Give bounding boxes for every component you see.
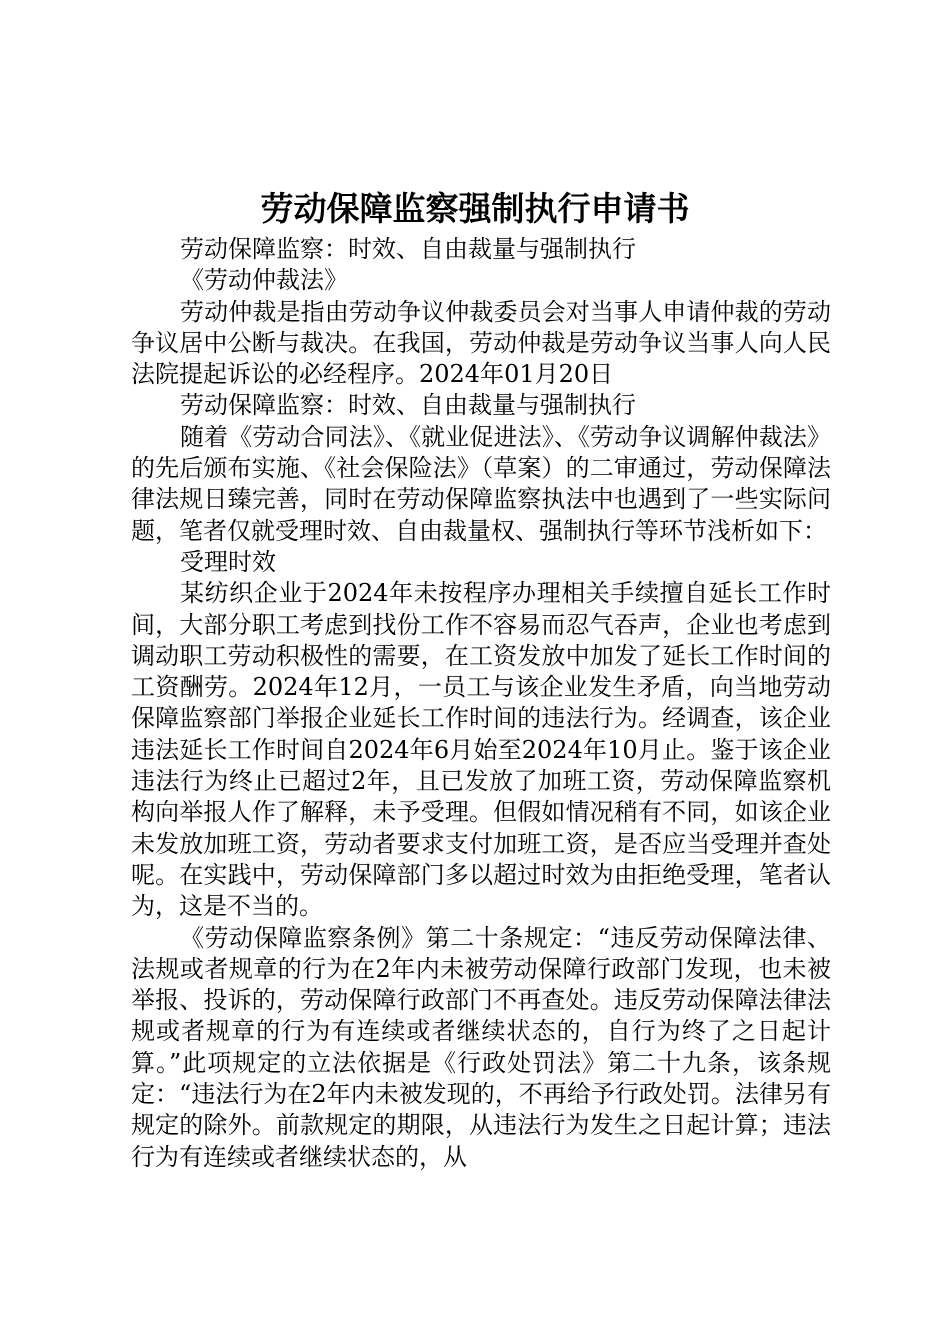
document-title: 劳动保障监察强制执行申请书: [260, 189, 690, 228]
body-paragraph: 某纺织企业于2024年未按程序办理相关手续擅自延长工作时间，大部分职工考虑到找份工作不容易而忍气吞声，企业也考虑到调动职工劳动积极性的需要，在工资发放中加发了延长工作时间的工资酬劳。2024年12月，一员工与该企业发生矛盾，向当地劳动保障监察部门举报企业延长工作时间的违法行为。经调查，该企业违法延长工作时间自2024年6月始至2024年10月止。鉴于该企业违法行为终止已超过2年，且已发放了加班工资，劳动保障监察机构向举报人作了解释，未予受理。但假如情况稍有不同，如该企业未发放加班工资，劳动者要求支付加班工资，是否应当受理并查处呢。在实践中，劳动保障部门多以超过时效为由拒绝受理，笔者认为，这是不当的。: [131, 579, 831, 921]
section-heading: 劳动保障监察：时效、自由裁量与强制执行: [180, 391, 636, 420]
body-paragraph: 劳动仲裁是指由劳动争议仲裁委员会对当事人申请仲裁的劳动争议居中公断与裁决。在我国，劳动仲裁是劳动争议当事人向人民法院提起诉讼的必经程序。2024年01月20日: [131, 297, 831, 389]
body-paragraph: 随着《劳动合同法》、《就业促进法》、《劳动争议调解仲裁法》的先后颁布实施、《社会保险法》（草案）的二审通过，劳动保障法律法规日臻完善，同时在劳动保障监察执法中也遇到了一些实际问题，笔者仅就受理时效、自由裁量权、强制执行等环节浅析如下：: [131, 422, 831, 545]
document-body: [131, 234, 831, 1173]
section-heading: 劳动保障监察：时效、自由裁量与强制执行: [180, 235, 636, 263]
law-reference: 《劳动仲裁法》: [180, 266, 348, 295]
body-paragraph: 《劳动保障监察条例》第二十条规定：“违反劳动保障法律、法规或者规章的行为在2年内未被劳动保障行政部门发现，也未被举报、投诉的，劳动保障行政部门不再查处。违反劳动保障法律法规或者规章的行为有连续或者继续状态的，自行为终了之日起计算。”此项规定的立法依据是《行政处罚法》第二十九条，该条规定：“违法行为在2年内未被发现的，不再给予行政处罚。法律另有规定的除外。前款规定的期限，从违法行为发生之日起计算；违法行为有连续或者继续状态的，从: [131, 923, 831, 1171]
section-subheading: 受理时效: [180, 547, 276, 576]
